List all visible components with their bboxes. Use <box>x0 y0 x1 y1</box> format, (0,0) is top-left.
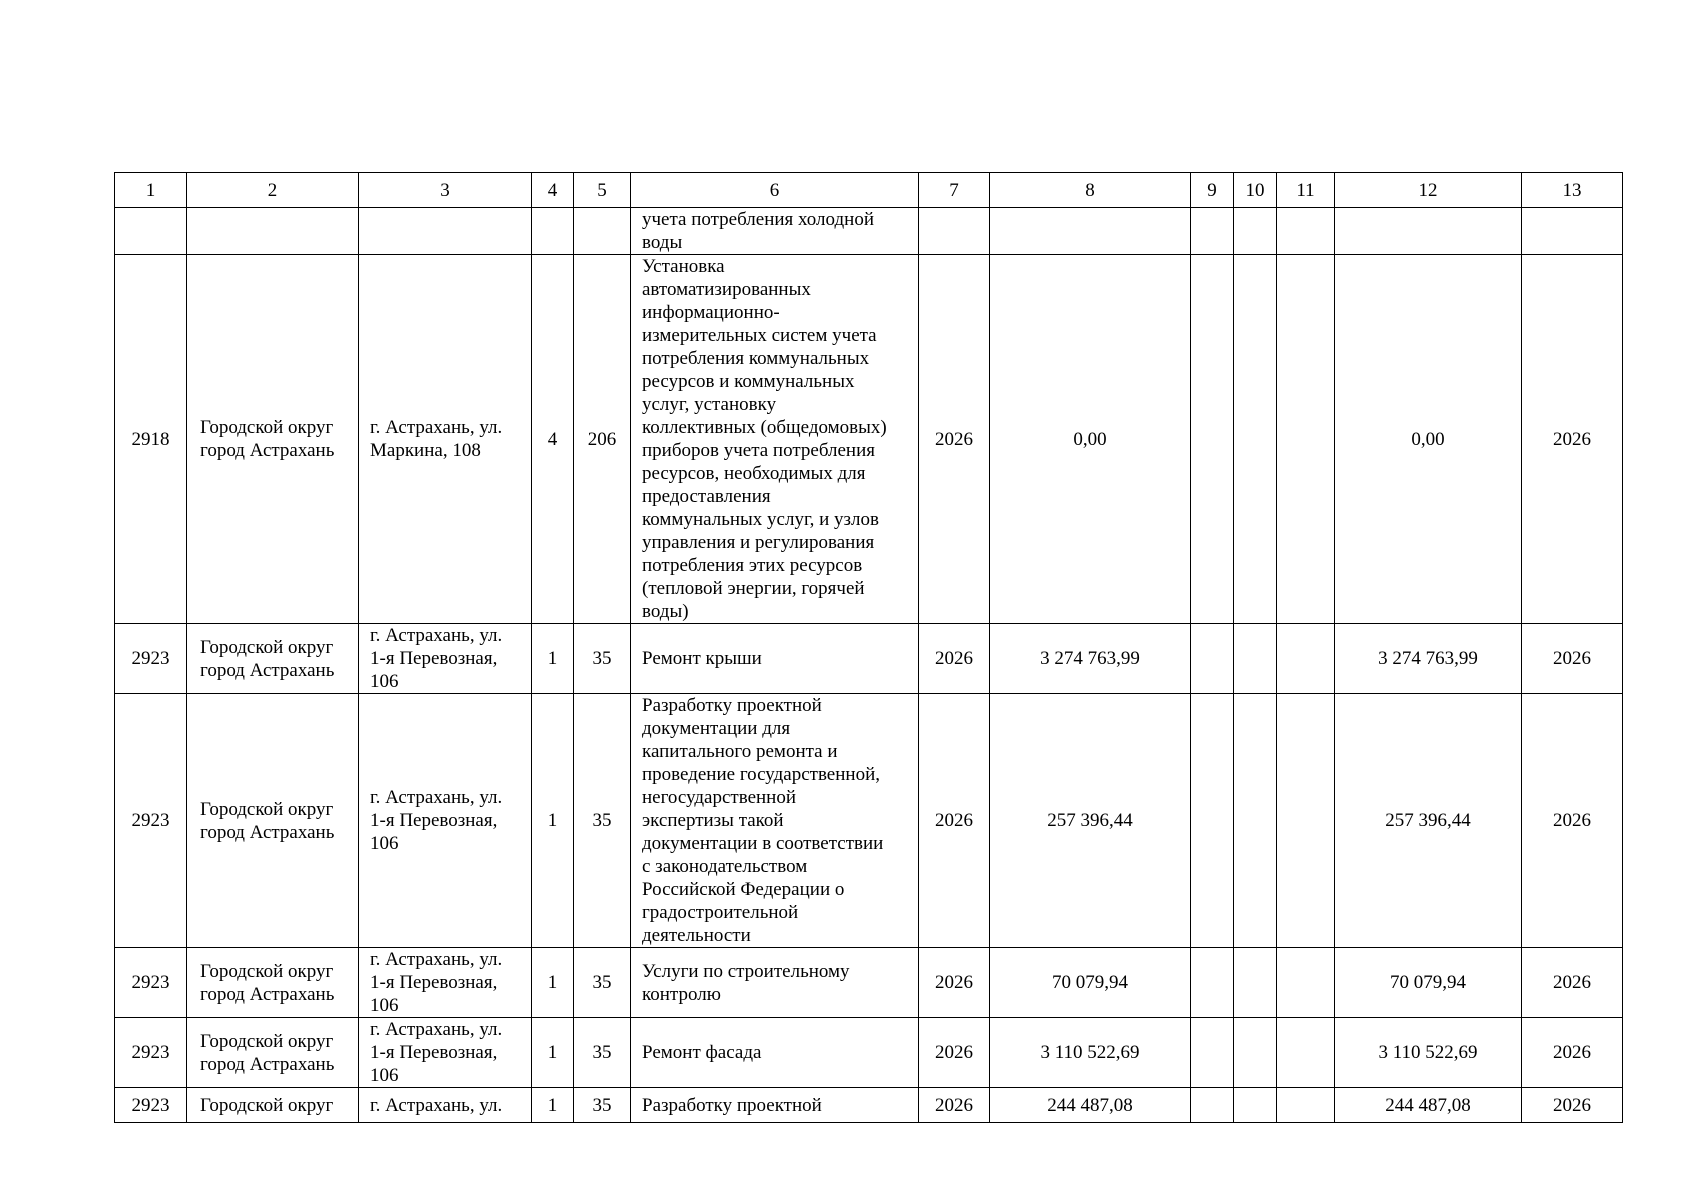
apartments-cell: 35 <box>574 624 631 694</box>
column-number: 3 <box>359 173 532 208</box>
floors-cell: 1 <box>532 624 574 694</box>
table-row <box>115 1018 1623 1088</box>
column-10-cell <box>1234 1018 1277 1088</box>
address-cell: г. Астрахань, ул. 1-я Перевозная, 106 <box>359 1018 532 1088</box>
column-10-cell <box>1234 694 1277 948</box>
column-9-cell <box>1191 1088 1234 1123</box>
column-9-cell <box>1191 1018 1234 1088</box>
house-number-cell: 2923 <box>115 1088 187 1123</box>
house-number-cell: 2923 <box>115 694 187 948</box>
floors-cell <box>532 208 574 255</box>
house-number-cell: 2918 <box>115 255 187 624</box>
table-row <box>115 208 1623 255</box>
work-type-cell: Ремонт фасада <box>631 1018 919 1088</box>
column-number: 12 <box>1335 173 1522 208</box>
column-number: 4 <box>532 173 574 208</box>
column-11-cell <box>1277 1088 1335 1123</box>
column-10-cell <box>1234 1088 1277 1123</box>
address-cell: г. Астрахань, ул. <box>359 1088 532 1123</box>
municipality-cell: Городской округ город Астрахань <box>187 948 359 1018</box>
address-cell: г. Астрахань, ул. 1-я Перевозная, 106 <box>359 624 532 694</box>
completion-year-cell <box>1522 208 1623 255</box>
year-cell: 2026 <box>919 948 990 1018</box>
municipality-cell: Городской округ город Астрахань <box>187 255 359 624</box>
completion-year-cell: 2026 <box>1522 255 1623 624</box>
table-row <box>115 1088 1623 1123</box>
column-number: 7 <box>919 173 990 208</box>
column-number: 13 <box>1522 173 1623 208</box>
total-cost-cell: 3 110 522,69 <box>990 1018 1191 1088</box>
table-row <box>115 948 1623 1018</box>
year-cell: 2026 <box>919 1088 990 1123</box>
floors-cell: 1 <box>532 1018 574 1088</box>
column-number: 8 <box>990 173 1191 208</box>
column-number: 5 <box>574 173 631 208</box>
column-number: 9 <box>1191 173 1234 208</box>
municipality-cell: Городской округ город Астрахань <box>187 694 359 948</box>
completion-year-cell: 2026 <box>1522 694 1623 948</box>
column-11-cell <box>1277 948 1335 1018</box>
column-9-cell <box>1191 255 1234 624</box>
address-cell <box>359 208 532 255</box>
floors-cell: 1 <box>532 948 574 1018</box>
house-number-cell: 2923 <box>115 1018 187 1088</box>
fund-cost-cell <box>1335 208 1522 255</box>
address-cell: г. Астрахань, ул. 1-я Перевозная, 106 <box>359 694 532 948</box>
municipality-cell: Городской округ город Астрахань <box>187 624 359 694</box>
table-body <box>115 208 1623 1123</box>
apartments-cell: 35 <box>574 1088 631 1123</box>
year-cell: 2026 <box>919 1018 990 1088</box>
work-type-cell: учета потребления холодной воды <box>631 208 919 255</box>
work-type-cell: Услуги по строительному контролю <box>631 948 919 1018</box>
total-cost-cell: 0,00 <box>990 255 1191 624</box>
table-row <box>115 255 1623 624</box>
column-number: 6 <box>631 173 919 208</box>
document-page <box>114 172 1623 1123</box>
table-row <box>115 694 1623 948</box>
address-cell: г. Астрахань, ул. Маркина, 108 <box>359 255 532 624</box>
year-cell: 2026 <box>919 624 990 694</box>
address-cell: г. Астрахань, ул. 1-я Перевозная, 106 <box>359 948 532 1018</box>
work-type-cell: Ремонт крыши <box>631 624 919 694</box>
column-11-cell <box>1277 1018 1335 1088</box>
completion-year-cell: 2026 <box>1522 1018 1623 1088</box>
fund-cost-cell: 3 110 522,69 <box>1335 1018 1522 1088</box>
column-9-cell <box>1191 948 1234 1018</box>
column-11-cell <box>1277 208 1335 255</box>
column-11-cell <box>1277 624 1335 694</box>
column-9-cell <box>1191 694 1234 948</box>
fund-cost-cell: 244 487,08 <box>1335 1088 1522 1123</box>
municipality-cell: Городской округ <box>187 1088 359 1123</box>
house-number-cell: 2923 <box>115 948 187 1018</box>
year-cell: 2026 <box>919 255 990 624</box>
capital-repair-table <box>114 172 1623 1123</box>
floors-cell: 4 <box>532 255 574 624</box>
table-row <box>115 624 1623 694</box>
municipality-cell: Городской округ город Астрахань <box>187 1018 359 1088</box>
completion-year-cell: 2026 <box>1522 1088 1623 1123</box>
work-type-cell: Разработку проектной документации для капитального ремонта и проведение государственной, негосударственной экспертизы такой документации в соответствии с законодательством Российской Федерации о градостроительной деятельности <box>631 694 919 948</box>
floors-cell: 1 <box>532 694 574 948</box>
fund-cost-cell: 3 274 763,99 <box>1335 624 1522 694</box>
column-number-row <box>115 173 1623 208</box>
column-number: 10 <box>1234 173 1277 208</box>
apartments-cell: 35 <box>574 694 631 948</box>
work-type-cell: Установка автоматизированных информационно- измерительных систем учета потребления коммунальных ресурсов и коммунальных услуг, установку коллективных (общедомовых) приборов учета потребления ресурсов, необходимых для предоставления коммунальных услуг, и узлов управления и регулирования потребления этих ресурсов (тепловой энергии, горячей воды) <box>631 255 919 624</box>
fund-cost-cell: 257 396,44 <box>1335 694 1522 948</box>
house-number-cell: 2923 <box>115 624 187 694</box>
column-10-cell <box>1234 948 1277 1018</box>
column-number: 11 <box>1277 173 1335 208</box>
total-cost-cell: 70 079,94 <box>990 948 1191 1018</box>
apartments-cell <box>574 208 631 255</box>
total-cost-cell <box>990 208 1191 255</box>
year-cell: 2026 <box>919 694 990 948</box>
total-cost-cell: 257 396,44 <box>990 694 1191 948</box>
column-10-cell <box>1234 208 1277 255</box>
work-type-cell: Разработку проектной <box>631 1088 919 1123</box>
fund-cost-cell: 0,00 <box>1335 255 1522 624</box>
apartments-cell: 206 <box>574 255 631 624</box>
floors-cell: 1 <box>532 1088 574 1123</box>
municipality-cell <box>187 208 359 255</box>
column-11-cell <box>1277 255 1335 624</box>
fund-cost-cell: 70 079,94 <box>1335 948 1522 1018</box>
apartments-cell: 35 <box>574 948 631 1018</box>
column-10-cell <box>1234 624 1277 694</box>
column-9-cell <box>1191 208 1234 255</box>
column-9-cell <box>1191 624 1234 694</box>
completion-year-cell: 2026 <box>1522 624 1623 694</box>
column-10-cell <box>1234 255 1277 624</box>
apartments-cell: 35 <box>574 1018 631 1088</box>
year-cell <box>919 208 990 255</box>
total-cost-cell: 3 274 763,99 <box>990 624 1191 694</box>
column-11-cell <box>1277 694 1335 948</box>
house-number-cell <box>115 208 187 255</box>
column-number: 2 <box>187 173 359 208</box>
total-cost-cell: 244 487,08 <box>990 1088 1191 1123</box>
completion-year-cell: 2026 <box>1522 948 1623 1018</box>
column-number: 1 <box>115 173 187 208</box>
